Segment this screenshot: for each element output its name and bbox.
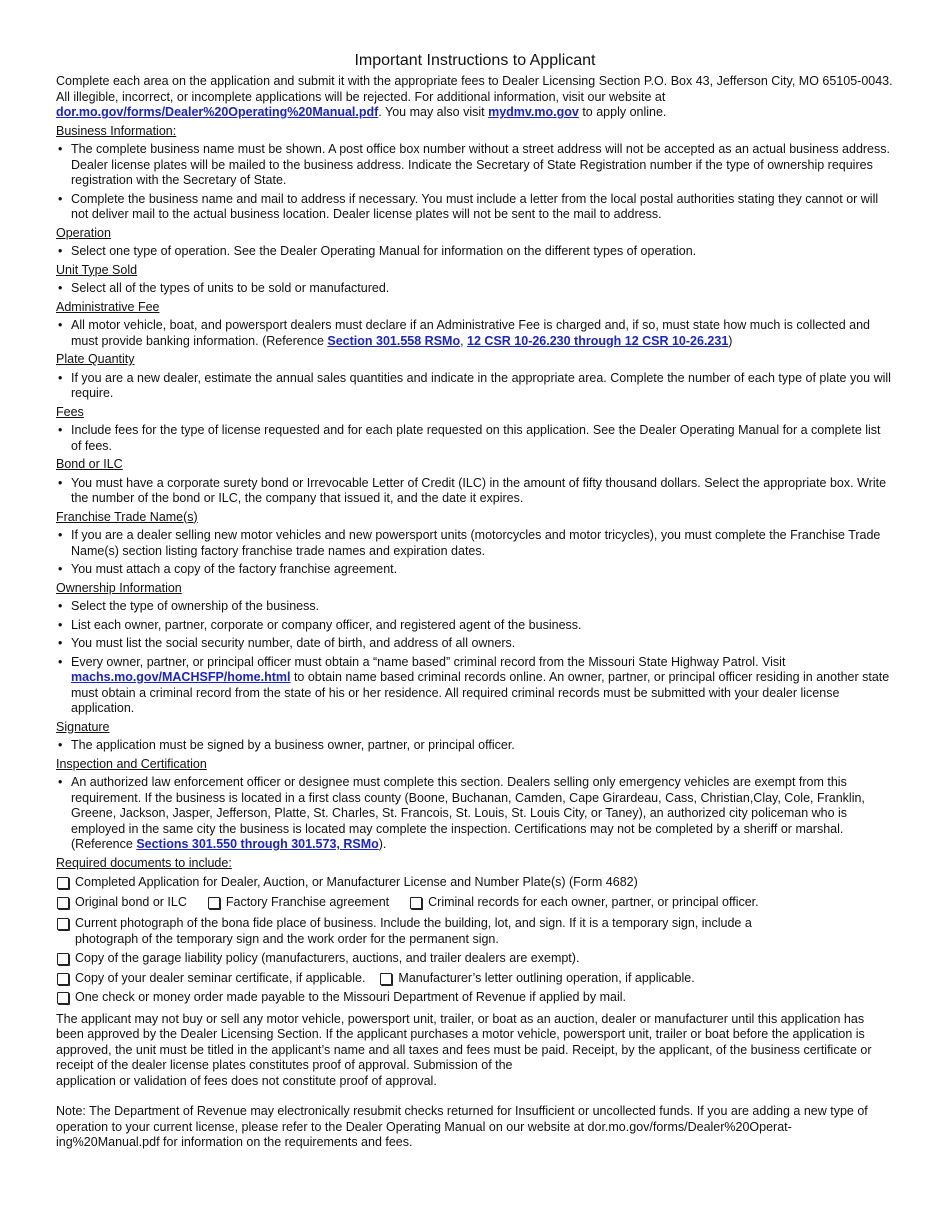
note-paragraph: Note: The Department of Revenue may electronically resubmit checks returned for Insufficient or uncollected funds. If you are adding a new type of operation to your current license, please refer to the Dealer Operating Manual on our website at dor.mo.gov/forms/Dealer%20Operat-ing%20Manual.pdf for information on the requirements and fees. xyxy=(56,1104,868,1149)
plate-quantity-list xyxy=(56,371,894,402)
bond-list xyxy=(56,476,894,507)
instructions-page xyxy=(56,52,894,1151)
required-item-application: Completed Application for Dealer, Auction, or Manufacturer License and Number Plate(s) (Form 4682) xyxy=(56,875,894,891)
list-item: • Every owner, partner, or principal officer must obtain a “name based” criminal record from the Missouri State Highway Patrol. Visit machs.mo.gov/MACHSFP/home.html to obtain name based criminal records online. An owner, partner, or principal officer residing in another state must obtain a criminal record from the state of his or her residence. All required criminal records must be submitted with your dealer license application. xyxy=(56,655,894,717)
list-item: • You must list the social security number, date of birth, and address of all owners. xyxy=(56,636,894,652)
checkbox[interactable] xyxy=(57,953,69,965)
list-item: • List each owner, partner, corporate or company officer, and registered agent of the business. xyxy=(56,618,894,634)
machs-link[interactable]: machs.mo.gov/MACHSFP/home.html xyxy=(71,670,291,684)
csr-link[interactable]: 12 CSR 10-26.230 through 12 CSR 10-26.231 xyxy=(467,333,729,348)
signature-heading: Signature xyxy=(56,719,110,734)
required-item-seminar: Copy of your dealer seminar certificate, if applicable. Manufacturer’s letter outlining operation, if applicable. xyxy=(56,971,894,987)
required-item-liability: Copy of the garage liability policy (manufacturers, auctions, and trailer dealers are exempt). xyxy=(56,951,894,967)
dealer-manual-link[interactable]: dor.mo.gov/forms/Dealer%20Operating%20Manual.pdf xyxy=(56,105,379,119)
list-item: • The application must be signed by a business owner, partner, or principal officer. xyxy=(56,738,894,754)
business-heading: Business Information: xyxy=(56,123,177,138)
required-item-photograph: Current photograph of the bona fide place of business. Include the building, lot, and sign. If it is a temporary sign, include a photograph of the temporary sign and the work order for the permanent sign. xyxy=(56,916,894,947)
bond-heading: Bond or ILC xyxy=(56,457,123,471)
unit-type-list xyxy=(56,281,894,297)
checkbox[interactable] xyxy=(380,973,392,985)
checkbox[interactable] xyxy=(57,973,69,985)
list-item: • If you are a dealer selling new motor vehicles and new powersport units (motorcycles and motor tricycles), you must complete the Franchise Trade Name(s) section listing factory franchise trade names and expiration dates. xyxy=(56,528,894,559)
list-item: • Select one type of operation. See the Dealer Operating Manual for information on the different types of operation. xyxy=(56,244,894,260)
list-item: • An authorized law enforcement officer or designee must complete this section. Dealers selling only emergency vehicles are exempt from this requirement. If the business is located in a first class county (Boone, Buchanan, Camden, Cape Girardeau, Cass, Christian,Clay, Cole, Franklin, Greene, Jackson, Jasper, Jefferson, Platte, St. Charles, St. Francois, St. Louis, St. Louis City, or Taney), an authorized city policeman who is employed in the same city the business is located may complete the inspection. Certifications may not be completed by a sheriff or marshal.(Reference Sections 301.550 through 301.573, RSMo). xyxy=(56,775,894,853)
list-item: • Select the type of ownership of the business. xyxy=(56,599,894,615)
checkbox[interactable] xyxy=(57,877,69,889)
required-item-payment: One check or money order made payable to the Missouri Department of Revenue if applied by mail. xyxy=(56,990,894,1006)
rsmo-301-558-link[interactable]: Section 301.558 RSMo xyxy=(327,333,461,348)
approval-paragraph: The applicant may not buy or sell any motor vehicle, powersport unit, trailer, or boat as an auction, dealer or manufacturer until this application has been approved by the Dealer Licensing Section. If the applicant purchases a motor vehicle, powersport unit, trailer or boat before the application is approved, the unit must be titled in the applicant’s name and all taxes and fees must be paid. Receipt, by the applicant, of the business certificate or receipt of the dealer license plates constitutes proof of approval. Submission of the application or validation of fees does not constitute proof of approval. xyxy=(56,1011,872,1088)
required-docs-heading: Required documents to include: xyxy=(56,855,232,870)
admin-fee-list xyxy=(56,318,894,349)
list-item: • The complete business name must be shown. A post office box number without a street address will not be accepted as an actual business address. Dealer license plates will be mailed to the business address. Indicate the Secretary of State Registration number if the type of ownership requires registration with the Secretary of State. xyxy=(56,142,894,189)
fees-list xyxy=(56,423,894,454)
franchise-heading: Franchise Trade Name(s) xyxy=(56,509,198,524)
rsmo-301-550-link[interactable]: Sections 301.550 through 301.573, RSMo xyxy=(136,837,379,851)
signature-list xyxy=(56,738,894,754)
page-title: Important Instructions to Applicant xyxy=(354,52,596,69)
ownership-list xyxy=(56,599,894,717)
checkbox[interactable] xyxy=(410,897,422,909)
intro-paragraph: Complete each area on the application and submit it with the appropriate fees to Dealer Licensing Section P.O. Box 43, Jefferson City, MO 65105-0043. All illegible, incorrect, or incomplete applications will be rejected. For additional information, visit our website at dor.mo.gov/forms/Dealer%20Operating%20Manual.pdf. You may also visit mydmv.mo.gov to apply online. xyxy=(56,74,893,119)
unit-type-heading: Unit Type Sold xyxy=(56,262,138,277)
mydmv-link[interactable]: mydmv.mo.gov xyxy=(488,105,579,119)
list-item: • If you are a new dealer, estimate the annual sales quantities and indicate in the appropriate area. Complete the number of each type of plate you will require. xyxy=(56,371,894,402)
inspection-list xyxy=(56,775,894,853)
list-item: • Include fees for the type of license requested and for each plate requested on this application. See the Dealer Operating Manual for a complete list of fees. xyxy=(56,423,894,454)
checkbox[interactable] xyxy=(208,897,220,909)
required-item-bond-franchise-records: Original bond or ILC Factory Franchise agreement Criminal records for each owner, partner, or principal officer. xyxy=(56,895,894,911)
business-list xyxy=(56,142,894,223)
checkbox[interactable] xyxy=(57,897,69,909)
operation-heading: Operation xyxy=(56,225,111,240)
plate-quantity-heading: Plate Quantity xyxy=(56,352,135,366)
fees-heading: Fees xyxy=(56,404,84,419)
checkbox[interactable] xyxy=(57,992,69,1004)
list-item: • You must have a corporate surety bond or Irrevocable Letter of Credit (ILC) in the amount of fifty thousand dollars. Select the appropriate box. Write the number of the bond or ILC, the company that issued it, and the date it expires. xyxy=(56,476,894,507)
list-item: • You must attach a copy of the factory franchise agreement. xyxy=(56,562,894,578)
admin-fee-heading: Administrative Fee xyxy=(56,299,160,314)
list-item: • Select all of the types of units to be sold or manufactured. xyxy=(56,281,894,297)
inspection-heading: Inspection and Certification xyxy=(56,756,207,771)
checkbox[interactable] xyxy=(57,918,69,930)
list-item: • Complete the business name and mail to address if necessary. You must include a letter from the local postal authorities stating they cannot or will not deliver mail to the actual business location. Dealer license plates will not be sent to the mail to address. xyxy=(56,192,894,223)
franchise-list xyxy=(56,528,894,578)
operation-list xyxy=(56,244,894,260)
list-item: • All motor vehicle, boat, and powersport dealers must declare if an Administrative Fee is charged and, if so, must state how much is collected and must provide banking information. (Reference Section 301.558 RSMo, 12 CSR 10-26.230 through 12 CSR 10-26.231) xyxy=(56,318,894,349)
ownership-heading: Ownership Information xyxy=(56,580,182,595)
